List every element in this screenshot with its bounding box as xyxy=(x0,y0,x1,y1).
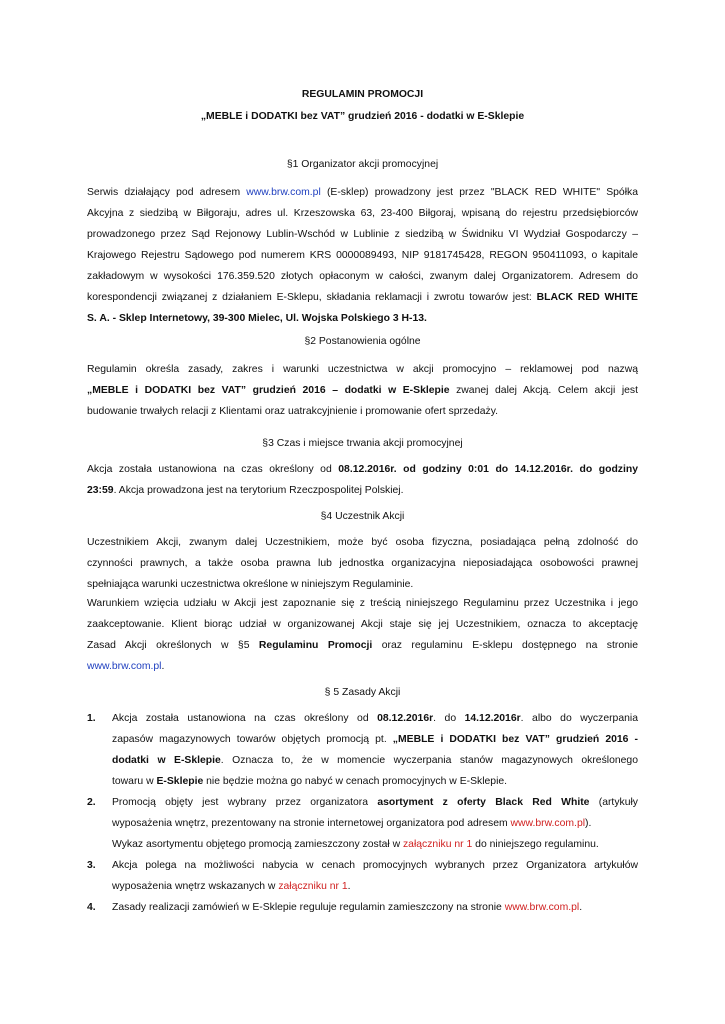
s2-line-3: budowanie trwałych relacji z Klientami oraz uatrakcyjnienie i promowanie ofert sprzedaży. xyxy=(87,406,499,417)
s3-line-1: Akcja została ustanowiona na czas określony od 08.12.2016r. od godziny 0:01 do 14.12.2016r. do godziny xyxy=(87,464,638,475)
list-item-2-line-2: wyposażenia wnętrz, prezentowany na stronie internetowej organizatora pod adresem www.brw.com.pl). xyxy=(112,818,592,829)
list-item-number: 4. xyxy=(87,902,96,913)
brw-link[interactable]: www.brw.com.pl xyxy=(87,661,162,672)
s1-line-4: Krajowego Rejestru Sądowego pod numerem KRS 0000089493, NIP 9181745428, REGON 950411093, o kapitale xyxy=(87,250,638,261)
document-subtitle: „MEBLE i DODATKI bez VAT” grudzień 2016 - dodatki w E-Sklepie xyxy=(200,111,525,122)
s1-line-3: prowadzonego przez Sąd Rejonowy Lublin-Wschód w Lublinie z siedzibą w Świdniku VI Wydział Gospodarczy – xyxy=(87,229,638,240)
list-item-number: 1. xyxy=(87,713,96,724)
brw-link[interactable]: www.brw.com.pl xyxy=(510,818,586,829)
list-item-2-line-3: Wykaz asortymentu objętego promocją zamieszczony został w załączniku nr 1 do niniejszego regulaminu. xyxy=(112,839,599,850)
s2-line-1: Regulamin określa zasady, zakres i warunki uczestnictwa w akcji promocyjno – reklamowej pod nazwą xyxy=(87,364,638,375)
brw-link[interactable]: www.brw.com.pl xyxy=(504,902,580,913)
s1-line-2: Akcyjna z siedzibą w Biłgoraju, adres ul. Krzeszowska 63, 23-400 Biłgoraj, wpisaną do rejestru przedsiębiorców xyxy=(87,208,638,219)
list-item-3-line-1: Akcja polega na możliwości nabycia w cenach promocyjnych wybranych przez Organizatora artykułów xyxy=(112,860,638,871)
s4-line-6: Zasad Akcji określonych w §5 Regulaminu Promocji oraz regulaminu E-sklepu dostępnego na stronie xyxy=(87,640,638,651)
section-4-heading: §4 Uczestnik Akcji xyxy=(320,511,405,522)
s4-line-5: zaakceptowanie. Klient biorąc udział w organizowanej Akcji staje się jej Uczestnikiem, oznacza to akceptację xyxy=(87,619,638,630)
brw-link[interactable]: www.brw.com.pl xyxy=(246,187,321,198)
list-item-1-line-4: towaru w E-Sklepie nie będzie można go nabyć w cenach promocyjnych w E-Sklepie. xyxy=(112,776,508,787)
document-title: REGULAMIN PROMOCJI xyxy=(301,89,424,100)
s1-line-7: S. A. - Sklep Internetowy, 39-300 Mielec, Ul. Wojska Polskiego 3 H-13. xyxy=(87,313,427,324)
s4-line-3: spełniająca warunki uczestnictwa określone w niniejszym Regulaminie. xyxy=(87,579,414,590)
s3-line-2: 23:59. Akcja prowadzona jest na terytorium Rzeczpospolitej Polskiej. xyxy=(87,485,404,496)
s1-line-1: Serwis działający pod adresem www.brw.com.pl (E-sklep) prowadzony jest przez "BLACK RED WHITE" Spółka xyxy=(87,187,638,198)
section-3-heading: §3 Czas i miejsce trwania akcji promocyjnej xyxy=(262,438,463,449)
s4-line-7: www.brw.com.pl. xyxy=(87,661,165,672)
section-2-heading: §2 Postanowienia ogólne xyxy=(304,336,421,347)
list-item-1-line-3: dodatki w E-Sklepie. Oznacza to, że w momencie wyczerpania stanów magazynowych określonego xyxy=(112,755,638,766)
list-item-4-line-1: Zasady realizacji zamówień w E-Sklepie reguluje regulamin zamieszczony na stronie www.brw.com.pl. xyxy=(112,902,583,913)
s1-line-5: zakładowym w wysokości 176.359.520 złotych opłaconym w całości, zwanym dalej Organizatorem. Adresem do xyxy=(87,271,638,282)
s4-line-2: czynności prawnych, a także osoba prawna lub jednostka organizacyjna nieposiadająca osobowości prawnej xyxy=(87,558,638,569)
section-5-heading: § 5 Zasady Akcji xyxy=(324,687,401,698)
s4-line-1: Uczestnikiem Akcji, zwanym dalej Uczestnikiem, może być osoba fizyczna, posiadająca pełną zdolność do xyxy=(87,537,638,548)
attachment-1-link[interactable]: załączniku nr 1 xyxy=(402,839,473,850)
list-item-1-line-2: zapasów magazynowych towarów objętych promocją pt. „MEBLE i DODATKI bez VAT” grudzień 2016 - xyxy=(112,734,638,745)
list-item-3-line-2: wyposażenia wnętrz wskazanych w załączniku nr 1. xyxy=(112,881,351,892)
list-item-number: 3. xyxy=(87,860,96,871)
section-1-heading: §1 Organizator akcji promocyjnej xyxy=(286,159,439,170)
s1-line-6: korespondencji związanej z działaniem E-Sklepu, składania reklamacji i zwrotu towarów jest: BLACK RED WHITE xyxy=(87,292,638,303)
s2-line-2: „MEBLE i DODATKI bez VAT” grudzień 2016 – dodatki w E-Sklepie zwanej dalej Akcją. Celem akcji jest xyxy=(87,385,638,396)
list-item-2-line-1: Promocją objęty jest wybrany przez organizatora asortyment z oferty Black Red White (artykuły xyxy=(112,797,638,808)
attachment-1-link[interactable]: załączniku nr 1 xyxy=(278,881,348,892)
list-item-number: 2. xyxy=(87,797,96,808)
s4-line-4: Warunkiem wzięcia udziału w Akcji jest zapoznanie się z treścią niniejszego Regulaminu przez Uczestnika i jego xyxy=(87,598,638,609)
list-item-1-line-1: Akcja została ustanowiona na czas określony od 08.12.2016r. do 14.12.2016r. albo do wyczerpania xyxy=(112,713,638,724)
